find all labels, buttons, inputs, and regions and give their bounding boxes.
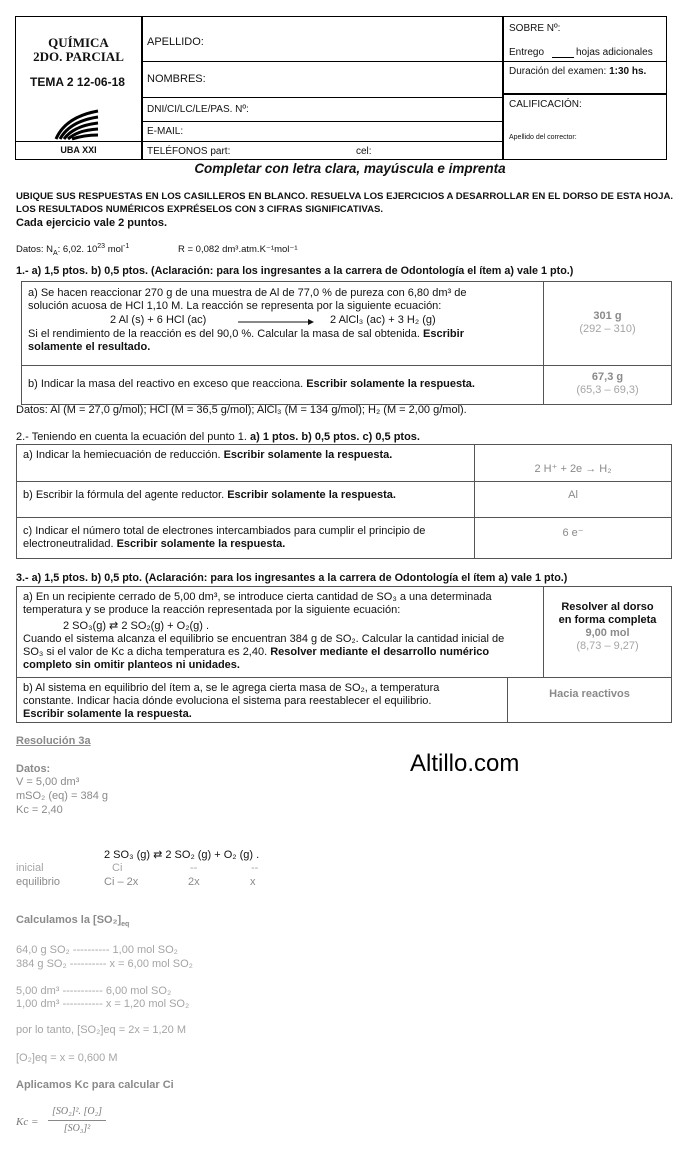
calc-line: por lo tanto, [SO₂]eq = 2x = 1,20 M <box>16 1024 186 1036</box>
header-divider <box>502 17 504 159</box>
q1-heading: 1.- a) 1,5 ptos. b) 0,5 ptos. (Aclaración: para los ingresantes a la carrera de Odontología el ítem a) vale 1 pto.) <box>16 265 574 277</box>
q2-divider <box>17 481 671 482</box>
email-field[interactable]: E-MAIL: <box>147 126 184 137</box>
duracion-label: Duración del examen: 1:30 hs. <box>509 66 647 77</box>
q1a-answer-box[interactable]: 301 g (292 – 310) <box>579 310 636 335</box>
reaction-arrow-icon <box>238 318 314 326</box>
resolucion-dato: mSO₂ (eq) = 384 g <box>16 790 109 802</box>
ini-so3: Ci <box>112 862 123 874</box>
q2a-answer-box[interactable]: 2 H⁺ + 2e → H₂ <box>534 463 612 475</box>
entrego-label: Entrego <box>509 47 545 58</box>
calc-line: 384 g SO₂ ---------- x = 6,00 mol SO₂ <box>16 958 193 970</box>
logo-text: UBA XXI <box>60 145 97 155</box>
q2-table <box>16 444 672 559</box>
telefono-field[interactable]: TELÉFONOS part: <box>147 146 231 157</box>
dni-field[interactable]: DNI/CI/LC/LE/PAS. Nº: <box>147 104 249 115</box>
instruction-line-1: UBIQUE SUS RESPUESTAS EN LOS CASILLEROS EN BLANCO. RESUELVA LOS EJERCICIOS A DESARROLLAR EN EL DORSO DE ESTA HOJA. <box>16 191 674 202</box>
subject-title: QUÍMICA <box>48 35 109 50</box>
kc-lhs: Kc = <box>16 1116 39 1128</box>
q1-datos: Datos: Al (M = 27,0 g/mol); HCl (M = 36,5 g/mol); AlCl₃ (M = 134 g/mol); H₂ (M = 2,00 g/mol). <box>16 404 467 416</box>
ini-o2: -- <box>251 862 259 874</box>
apellido-field[interactable]: APELLIDO: <box>147 36 204 48</box>
datos-constants: Datos: $N_A$: 6,02. $10^{23}$ mol$^{-1}$ <box>16 242 130 257</box>
watermark: Altillo.com <box>410 750 520 777</box>
exam-header <box>15 16 667 160</box>
header-line <box>502 61 666 62</box>
q3a-text: a) En un recipiente cerrado de 5,00 dm³, se introduce cierta cantidad de SO₃ a una determinada temperatura y se produce la reacción representada por la siguiente ecuación: 2 SO₃(g) ⇄ 2 SO₂(g) + O₂(g) . Cuando el sistema alcanza el equilibrio se encuentran 384 g de SO₂. Calcular la cantidad inicial de SO₃ si el valor de Kc a dicha temperatura es 2,40. Resolver mediante el desarrollo numérico completo sin omitir planteos ni unidades. <box>23 591 505 671</box>
q1b-answer-box[interactable]: 67,3 g (65,3 – 69,3) <box>576 371 639 396</box>
q3-table <box>16 586 672 723</box>
q2a-text: a) Indicar la hemiecuación de reducción. Escribir solamente la respuesta. <box>23 449 393 461</box>
eq-so3: Ci – 2x <box>104 876 139 888</box>
exam-title: 2DO. PARCIAL <box>33 49 124 64</box>
q2-divider <box>17 517 671 518</box>
row-inicial: inicial <box>16 862 44 874</box>
eq-so2: 2x <box>188 876 200 888</box>
subtitle: Completar con letra clara, mayúscula e imprenta <box>194 161 506 176</box>
ini-so2: -- <box>190 862 198 874</box>
entrego-blank[interactable] <box>552 57 574 58</box>
entrego-label-2: hojas adicionales <box>576 47 653 58</box>
q3b-answer-box[interactable]: Hacia reactivos <box>549 688 630 700</box>
sobre-field[interactable]: SOBRE Nº: <box>509 23 561 34</box>
q1a-text: a) Se hacen reaccionar 270 g de una muestra de Al de 77,0 % de pureza con 6,80 dm³ de solución acuosa de HCl 1,10 M. La reacción se representa por la siguiente ecuación: 2 Al (s) + 6 HCl (ac) 2 AlCl₃ (ac) + 3 H₂ (g) Si el rendimiento de la reacción es del 90,0 %. Calcular la masa de sal obtenida. Escribir solamente el resultado. <box>28 287 467 353</box>
q1b-text: b) Indicar la masa del reactivo en exceso que reacciona. Escribir solamente la respuesta. <box>28 378 475 390</box>
resolucion-title: Resolución 3a <box>16 735 91 747</box>
header-line <box>16 141 141 142</box>
kc-fraction-bar <box>48 1120 106 1121</box>
row-equilibrio: equilibrio <box>16 876 61 888</box>
instruction-line-2: LOS RESULTADOS NUMÉRICOS EXPRÉSELOS CON 3 CIFRAS SIGNIFICATIVAS. <box>16 204 384 215</box>
q1-divider <box>22 365 671 366</box>
header-line <box>502 93 666 95</box>
q2c-text: c) Indicar el número total de electrones intercambiados para cumplir el principio de electroneutralidad. Escribir solamente la respuesta. <box>23 525 426 550</box>
header-line <box>141 121 502 122</box>
calc-line: 64,0 g SO₂ ---------- 1,00 mol SO₂ <box>16 944 178 956</box>
q2b-answer-box[interactable]: Al <box>568 489 578 501</box>
nombres-field[interactable]: NOMBRES: <box>147 73 206 85</box>
corrector-field[interactable]: Apellido del corrector: <box>509 134 577 141</box>
eq-o2: x <box>250 876 256 888</box>
calificacion-field[interactable]: CALIFICACIÓN: <box>509 99 582 110</box>
q2b-text: b) Escribir la fórmula del agente reductor. Escribir solamente la respuesta. <box>23 489 396 501</box>
datos-r: R = 0,082 dm³.atm.K⁻¹mol⁻¹ <box>178 244 298 255</box>
q3b-text: b) Al sistema en equilibrio del ítem a, se le agrega cierta masa de SO₂, a temperatura constante. Indicar hacia dónde evoluciona el sistema para reestablecer el equilibrio. Escribir solamente la respuesta. <box>23 682 440 720</box>
resolucion-dato: Kc = 2,40 <box>16 804 63 816</box>
q2-heading: 2.- Teniendo en cuenta la ecuación del punto 1. a) 1 ptos. b) 0,5 ptos. c) 0,5 ptos. <box>16 431 420 443</box>
q3-heading: 3.- a) 1,5 ptos. b) 0,5 pto. (Aclaración: para los ingresantes a la carrera de Odontología el ítem a) vale 1 pto.) <box>16 572 568 584</box>
header-line <box>141 61 502 62</box>
kc-denominator: [SO₃]² <box>63 1123 91 1134</box>
kc-title: Aplicamos Kc para calcular Ci <box>16 1079 174 1091</box>
resolucion-datos-title: Datos: <box>16 763 51 775</box>
kc-numerator: [SO₂]². [O₂] <box>52 1106 102 1117</box>
calc-line: [O₂]eq = x = 0,600 M <box>16 1052 118 1064</box>
instruction-line-3: Cada ejercicio vale 2 puntos. <box>16 217 168 229</box>
cel-field[interactable]: cel: <box>356 146 372 157</box>
tema-label: TEMA 2 12-06-18 <box>30 75 125 89</box>
q2c-answer-box[interactable]: 6 e⁻ <box>562 527 584 539</box>
header-line <box>141 97 502 98</box>
q3a-answer-box[interactable]: Resolver al dorso en forma completa 9,00 mol (8,73 – 9,27) <box>558 601 657 652</box>
calc-title: Calculamos la $[SO_2]_{eq}$ <box>16 914 130 929</box>
header-line <box>141 141 502 142</box>
header-divider <box>141 17 143 159</box>
q1-table <box>21 281 672 405</box>
calc-line: 5,00 dm³ ----------- 6,00 mol SO₂ <box>16 985 172 997</box>
uba-logo-icon <box>52 105 102 141</box>
resolucion-dato: V = 5,00 dm³ <box>16 776 80 788</box>
calc-line: 1,00 dm³ ----------- x = 1,20 mol SO₂ <box>16 998 190 1010</box>
equilibrium-equation: 2 SO₃ (g) ⇄ 2 SO₂ (g) + O₂ (g) . <box>104 849 260 861</box>
